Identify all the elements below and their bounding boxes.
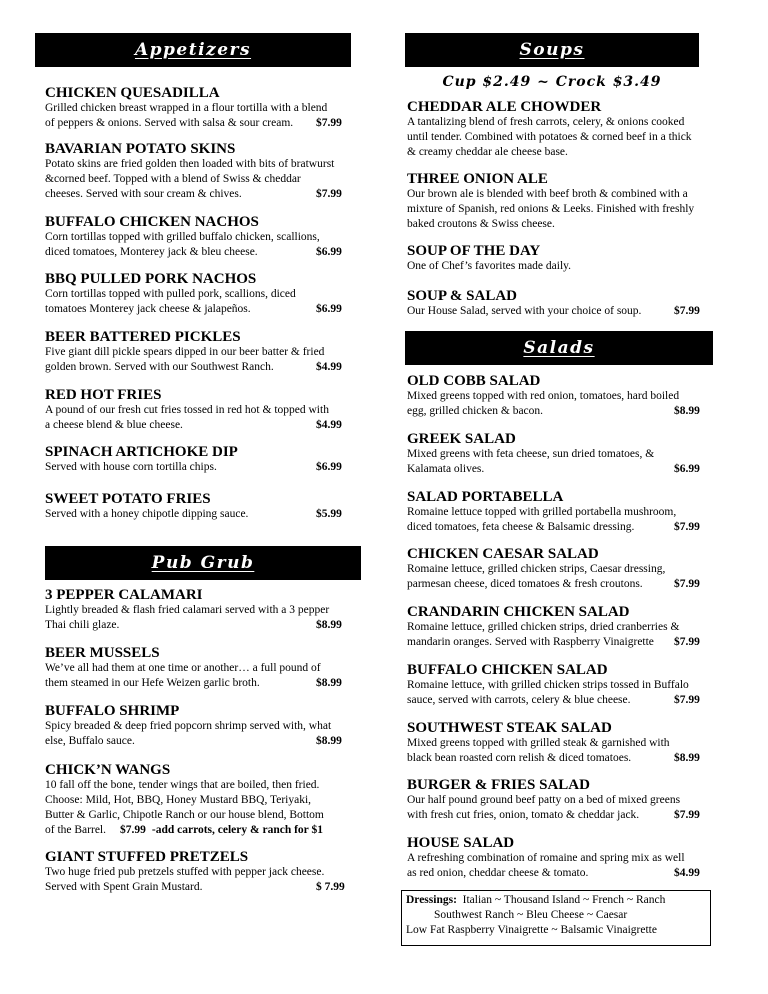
appetizers-item-description xyxy=(45,507,342,522)
salads-item-name: GREEK SALAD xyxy=(407,431,516,447)
pubgrub-item xyxy=(45,587,342,633)
appetizers-item-description-line xyxy=(45,418,342,433)
soups-title: Soups xyxy=(519,40,585,60)
pubgrub-item-name: 3 PEPPER CALAMARI xyxy=(45,587,203,603)
soups-banner xyxy=(405,33,699,67)
soups-item-name: SOUP & SALAD xyxy=(407,288,518,304)
salads-item-price: $7.99 xyxy=(674,521,700,533)
appetizers-item xyxy=(45,329,342,375)
salads-item-description-line xyxy=(407,693,700,708)
soups-item-description-line xyxy=(407,187,694,202)
appetizers-item xyxy=(45,141,342,202)
salads-item-description-line xyxy=(407,635,700,650)
soups-item-description xyxy=(407,115,692,160)
soups-item-description-line xyxy=(407,115,692,130)
salads-item-price: $7.99 xyxy=(674,809,700,821)
salads-item-price: $7.99 xyxy=(674,694,700,706)
dressings-label: Dressings: xyxy=(406,894,457,906)
appetizers-item-description-text: Corn tortillas topped with grilled buffalo chicken, scallions, xyxy=(45,231,320,243)
soups-item-description-line xyxy=(407,202,694,217)
pubgrub-item-description-line xyxy=(45,676,342,691)
appetizers-item-description xyxy=(45,230,342,260)
pubgrub-item-description-text: We’ve all had them at one time or another… a full pound of xyxy=(45,662,321,674)
pubgrub-item-description-line xyxy=(45,603,329,618)
pubgrub-item-description-text: Lightly breaded & flash fried calamari served with a 3 pepper xyxy=(45,604,330,616)
pubgrub-item xyxy=(45,703,342,749)
pubgrub-item-name: BEER MUSSELS xyxy=(45,645,160,661)
salads-item-description-text: Romaine lettuce, with grilled chicken strips tossed in Buffalo xyxy=(407,679,689,691)
appetizers-item xyxy=(45,271,342,317)
soups-item-description-line xyxy=(407,259,571,274)
appetizers-item-description xyxy=(45,403,342,433)
soups-item-description-text: A tantalizing blend of fresh carrots, celery, & onions cooked xyxy=(407,116,685,128)
appetizers-item-description-line xyxy=(45,157,334,172)
soups-item-description-text: Our House Salad, served with your choice of soup. xyxy=(407,305,642,317)
salads-item-description xyxy=(407,447,700,477)
pubgrub-item-description xyxy=(45,603,342,633)
salads-item-description xyxy=(407,851,700,881)
pubgrub-item-description-line xyxy=(45,778,324,793)
salads-item-description-text: Mixed greens with feta cheese, sun dried tomatoes, & xyxy=(407,448,655,460)
appetizers-item-description-text: a cheese blend & blue cheese. xyxy=(45,419,183,431)
soups-item-description-text: One of Chef’s favorites made daily. xyxy=(407,260,572,272)
dressings-box xyxy=(401,890,711,946)
pubgrub-item-description-line xyxy=(45,865,324,880)
pubgrub-item xyxy=(45,849,345,895)
appetizers-item xyxy=(45,387,342,433)
salads-item-description-line xyxy=(407,620,679,635)
appetizers-item-description-line xyxy=(45,245,342,260)
appetizers-item xyxy=(45,85,342,131)
salads-item-description-text: as red onion, cheddar cheese & tomato. xyxy=(407,867,589,879)
pubgrub-item-description-text: 10 fall off the bone, tender wings that are boiled, then fried. xyxy=(45,779,320,791)
salads-item-description-line xyxy=(407,577,700,592)
appetizers-item-description-text: Served with house corn tortilla chips. xyxy=(45,461,217,473)
appetizers-item-name: BEER BATTERED PICKLES xyxy=(45,329,241,345)
pubgrub-item-description-text: Two huge fried pub pretzels stuffed with pepper jack cheese. xyxy=(45,866,325,878)
soups-item-description-text: Our brown ale is blended with beef broth & combined with a xyxy=(407,188,688,200)
salads-item-description-text: Kalamata olives. xyxy=(407,463,485,475)
soups-item-description-line xyxy=(407,145,692,160)
salads-item xyxy=(407,431,700,477)
appetizers-item-description-text: Grilled chicken breast wrapped in a flour tortilla with a blend xyxy=(45,102,328,114)
pubgrub-item-description-text: Served with Spent Grain Mustard. xyxy=(45,881,203,893)
pubgrub-item-description xyxy=(45,778,324,838)
soups-item-description-line xyxy=(407,304,700,319)
appetizers-item-description xyxy=(45,157,342,202)
salads-item-price: $7.99 xyxy=(674,578,700,590)
salads-item-description-line xyxy=(407,505,676,520)
salads-item-description xyxy=(407,793,700,823)
appetizers-item-description-line xyxy=(45,507,342,522)
salads-item-description-text: sauce, served with carrots, celery & blue cheese. xyxy=(407,694,631,706)
soups-item-description xyxy=(407,304,700,319)
pubgrub-item-description-line xyxy=(45,823,324,838)
dressings-line-2 xyxy=(406,908,706,923)
appetizers-item-name: BAVARIAN POTATO SKINS xyxy=(45,141,236,157)
appetizers-item-name: SPINACH ARTICHOKE DIP xyxy=(45,444,238,460)
pubgrub-item-price: $8.99 xyxy=(316,619,342,631)
salads-item-description xyxy=(407,505,700,535)
appetizers-item-description-line xyxy=(45,116,342,131)
salads-item-name: SALAD PORTABELLA xyxy=(407,489,564,505)
dressings-line1-text: Italian ~ Thousand Island ~ French ~ Ranch xyxy=(462,894,666,906)
salads-item-description-text: Romaine lettuce, grilled chicken strips, Caesar dressing, xyxy=(407,563,666,575)
soups-item-description-text: mixture of Spanish, red onions & Leeks. Finished with freshly xyxy=(407,203,695,215)
salads-item-name: BUFFALO CHICKEN SALAD xyxy=(407,662,608,678)
salads-item-description-line xyxy=(407,389,679,404)
pubgrub-item-price: $8.99 xyxy=(316,735,342,747)
pubgrub-item-name: CHICK’N WANGS xyxy=(45,762,171,778)
salads-item xyxy=(407,720,700,766)
salads-item-price: $8.99 xyxy=(674,752,700,764)
salads-item-name: SOUTHWEST STEAK SALAD xyxy=(407,720,612,736)
appetizers-item-name: RED HOT FRIES xyxy=(45,387,162,403)
appetizers-item-name: CHICKEN QUESADILLA xyxy=(45,85,220,101)
soups-item-name: CHEDDAR ALE CHOWDER xyxy=(407,99,602,115)
salads-item-name: CHICKEN CAESAR SALAD xyxy=(407,546,599,562)
appetizers-item-description-line xyxy=(45,345,324,360)
salads-item-description-line xyxy=(407,736,670,751)
salads-item-description-line xyxy=(407,462,700,477)
appetizers-item-price: $6.99 xyxy=(316,461,342,473)
pubgrub-item-description-line xyxy=(45,734,342,749)
appetizers-item-description-line xyxy=(45,230,320,245)
salads-item-description xyxy=(407,736,700,766)
salads-item-price: $4.99 xyxy=(674,867,700,879)
salads-item-description-line xyxy=(407,562,665,577)
salads-item-description-line xyxy=(407,520,700,535)
salads-item-description-text: mandarin oranges. Served with Raspberry Vinaigrette xyxy=(407,636,654,648)
pubgrub-item-name: BUFFALO SHRIMP xyxy=(45,703,180,719)
salads-item-description-text: parmesan cheese, diced tomatoes & fresh croutons. xyxy=(407,578,643,590)
pubgrub-item-description-line xyxy=(45,661,321,676)
appetizers-item-price: $4.99 xyxy=(316,419,342,431)
pubgrub-title: Pub Grub xyxy=(151,553,255,573)
soups-item-description-line xyxy=(407,130,692,145)
appetizers-item-description xyxy=(45,287,342,317)
appetizers-title: Appetizers xyxy=(134,40,252,60)
pubgrub-banner xyxy=(45,546,361,580)
soups-item-description-text: baked croutons & Swiss cheese. xyxy=(407,218,555,230)
salads-item-price: $8.99 xyxy=(674,405,700,417)
pubgrub-item-description xyxy=(45,865,345,895)
salads-item-description-line xyxy=(407,808,700,823)
salads-item xyxy=(407,835,700,881)
appetizers-item-description-line xyxy=(45,172,334,187)
salads-item-description xyxy=(407,562,700,592)
salads-item xyxy=(407,604,700,650)
appetizers-item-description-text: tomatoes Monterey jack cheese & jalapeños. xyxy=(45,303,251,315)
salads-banner xyxy=(405,331,713,365)
pubgrub-item-price: $ 7.99 xyxy=(316,881,345,893)
salads-item-description-text: Mixed greens topped with red onion, tomatoes, hard boiled xyxy=(407,390,680,402)
salads-item-description-line xyxy=(407,793,680,808)
appetizers-item-description-text: Served with a honey chipotle dipping sauce. xyxy=(45,508,249,520)
salads-item-name: BURGER & FRIES SALAD xyxy=(407,777,590,793)
salads-item-name: OLD COBB SALAD xyxy=(407,373,541,389)
soups-item-name: SOUP OF THE DAY xyxy=(407,243,541,259)
appetizers-item-price: $4.99 xyxy=(316,361,342,373)
soups-item xyxy=(407,99,692,160)
appetizers-item-price: $5.99 xyxy=(316,508,342,520)
pubgrub-item-description-text: else, Buffalo sauce. xyxy=(45,735,135,747)
appetizers-item-description-text: Corn tortillas topped with pulled pork, scallions, diced xyxy=(45,288,296,300)
salads-item-description-line xyxy=(407,447,654,462)
salads-item-description-text: with fresh cut fries, onion, tomato & cheddar jack. xyxy=(407,809,640,821)
appetizers-item-name: BBQ PULLED PORK NACHOS xyxy=(45,271,257,287)
appetizers-item xyxy=(45,491,342,522)
salads-item-description xyxy=(407,389,700,419)
appetizers-item-description-text: of peppers & onions. Served with salsa & sour cream. xyxy=(45,117,294,129)
soups-item xyxy=(407,243,571,274)
appetizers-item-name: BUFFALO CHICKEN NACHOS xyxy=(45,214,259,230)
pubgrub-item-price: $8.99 xyxy=(316,677,342,689)
soups-item-description-text: & creamy cheddar ale cheese base. xyxy=(407,146,568,158)
salads-item xyxy=(407,546,700,592)
soups-item-description-line xyxy=(407,217,694,232)
soups-item-name: THREE ONION ALE xyxy=(407,171,548,187)
soups-item xyxy=(407,171,694,232)
pubgrub-item-name: GIANT STUFFED PRETZELS xyxy=(45,849,249,865)
salads-item-price: $7.99 xyxy=(674,636,700,648)
dressings-line-3 xyxy=(406,923,706,938)
pubgrub-item-description-text: of the Barrel. xyxy=(45,824,106,836)
pubgrub-item-description-line xyxy=(45,793,324,808)
pubgrub-item-description-line xyxy=(45,880,345,895)
appetizers-item-name: SWEET POTATO FRIES xyxy=(45,491,211,507)
appetizers-item-description-text: diced tomatoes, Monterey jack & bleu cheese. xyxy=(45,246,258,258)
appetizers-item-description-line xyxy=(45,460,342,475)
appetizers-item-description-text: Five giant dill pickle spears dipped in our beer batter & fried xyxy=(45,346,325,358)
pubgrub-item-price: $7.99 xyxy=(120,824,146,836)
salads-item xyxy=(407,662,700,708)
pubgrub-item xyxy=(45,645,342,691)
salads-item xyxy=(407,373,700,419)
salads-item-description-text: Romaine lettuce topped with grilled portabella mushroom, xyxy=(407,506,677,518)
dressings-line2-text: Southwest Ranch ~ Bleu Cheese ~ Caesar xyxy=(434,909,628,921)
salads-item xyxy=(407,777,700,823)
pubgrub-item-description-text: Thai chili glaze. xyxy=(45,619,120,631)
pubgrub-item-description xyxy=(45,719,342,749)
appetizers-item-description-line xyxy=(45,287,296,302)
salads-item-name: CRANDARIN CHICKEN SALAD xyxy=(407,604,630,620)
soups-item-description xyxy=(407,187,694,232)
pubgrub-item-description-text: Spicy breaded & deep fried popcorn shrimp served with, what xyxy=(45,720,332,732)
pubgrub-item-description-text: them steamed in our Hefe Weizen garlic broth. xyxy=(45,677,260,689)
appetizers-item xyxy=(45,214,342,260)
pubgrub-item-description-text: Choose: Mild, Hot, BBQ, Honey Mustard BBQ, Teriyaki, xyxy=(45,794,312,806)
pubgrub-item xyxy=(45,762,324,838)
pubgrub-item-description-line xyxy=(45,618,342,633)
salads-item-description-text: black bean roasted corn relish & diced tomatoes. xyxy=(407,752,632,764)
appetizers-item-description-text: A pound of our fresh cut fries tossed in red hot & topped with xyxy=(45,404,329,416)
salads-item-description-text: egg, grilled chicken & bacon. xyxy=(407,405,544,417)
salads-item-description-text: Mixed greens topped with grilled steak & garnished with xyxy=(407,737,670,749)
soups-price-subhead: Cup $2.49 ~ Crock $3.49 xyxy=(442,74,662,90)
salads-item-description-line xyxy=(407,751,700,766)
salads-item-description-line xyxy=(407,678,689,693)
pubgrub-item-description xyxy=(45,661,342,691)
appetizers-item-description-text: cheeses. Served with sour cream & chives. xyxy=(45,188,242,200)
appetizers-item-price: $6.99 xyxy=(316,246,342,258)
salads-item xyxy=(407,489,700,535)
salads-title: Salads xyxy=(523,338,595,358)
appetizers-item-description-line xyxy=(45,403,329,418)
appetizers-item-description xyxy=(45,460,342,475)
salads-item-description-text: Our half pound ground beef patty on a bed of mixed greens xyxy=(407,794,681,806)
salads-item-name: HOUSE SALAD xyxy=(407,835,515,851)
dressings-line-1 xyxy=(406,893,706,908)
appetizers-item-description-line xyxy=(45,302,342,317)
appetizers-item-price: $6.99 xyxy=(316,303,342,315)
appetizers-item-description-line xyxy=(45,187,342,202)
salads-item-description-text: A refreshing combination of romaine and spring mix as well xyxy=(407,852,685,864)
appetizers-item-price: $7.99 xyxy=(316,188,342,200)
appetizers-item-description-text: golden brown. Served with our Southwest Ranch. xyxy=(45,361,274,373)
appetizers-item-description-line xyxy=(45,360,342,375)
soups-item-description-text: until tender. Combined with potatoes & corned beef in a thick xyxy=(407,131,692,143)
appetizers-item-description-line xyxy=(45,101,327,116)
pubgrub-item-description-line xyxy=(45,808,324,823)
salads-item-description-text: diced tomatoes, feta cheese & Balsamic dressing. xyxy=(407,521,635,533)
dressings-line3-text: Low Fat Raspberry Vinaigrette ~ Balsamic Vinaigrette xyxy=(406,924,657,936)
appetizers-item-description-text: &corned beef. Topped with a blend of Swiss & cheddar xyxy=(45,173,301,185)
salads-item-description-text: Romaine lettuce, grilled chicken strips, dried cranberries & xyxy=(407,621,680,633)
salads-item-description xyxy=(407,678,700,708)
pubgrub-item-description-line xyxy=(45,719,331,734)
salads-item-description-line xyxy=(407,404,700,419)
appetizers-item-description-text: Potato skins are fried golden then loaded with bits of bratwurst xyxy=(45,158,335,170)
soups-item-description xyxy=(407,259,571,274)
salads-item-description-line xyxy=(407,851,685,866)
appetizers-item-description xyxy=(45,101,342,131)
pubgrub-item-price-note: -add carrots, celery & ranch for $1 xyxy=(151,824,323,836)
soups-item xyxy=(407,288,700,319)
appetizers-banner xyxy=(35,33,351,67)
appetizers-item xyxy=(45,444,342,475)
appetizers-item-description xyxy=(45,345,342,375)
pubgrub-item-description-text: Butter & Garlic, Chipotle Ranch or our house blend, Bottom xyxy=(45,809,324,821)
appetizers-item-price: $7.99 xyxy=(316,117,342,129)
salads-item-price: $6.99 xyxy=(674,463,700,475)
soups-item-price: $7.99 xyxy=(674,305,700,317)
salads-item-description xyxy=(407,620,700,650)
salads-item-description-line xyxy=(407,866,700,881)
